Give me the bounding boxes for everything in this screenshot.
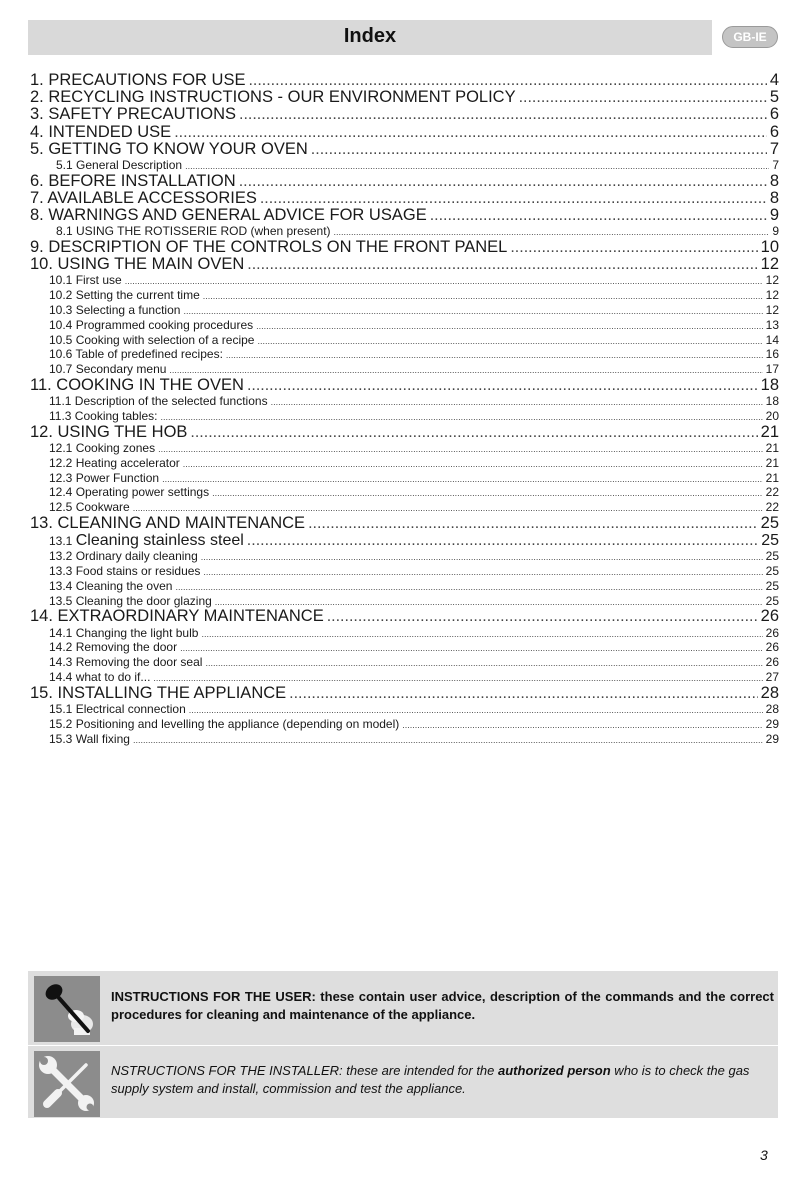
toc-subsection-entry [30, 640, 779, 655]
chef-spoon-icon [34, 976, 100, 1042]
toc-entry-title: 10.7 Secondary menu [49, 362, 167, 377]
toc-section-entry [30, 190, 779, 207]
toc-page-number: 9 [769, 207, 779, 225]
toc-subsection-entry [30, 732, 779, 747]
toc-page-number: 13 [765, 317, 779, 332]
toc-subsection-entry [30, 500, 779, 515]
toc-page-number: 26 [760, 608, 779, 626]
toc-entry-title: 12.1 Cooking zones [49, 441, 156, 456]
toc-entry-title: 15. INSTALLING THE APPLIANCE [30, 684, 287, 702]
installer-instructions-row [28, 1045, 778, 1118]
toc-entry-text: Cleaning stainless steel [75, 532, 244, 550]
toc-leader-dots [430, 207, 767, 224]
toc-section-entry [30, 685, 779, 702]
toc-entry-title: 12. USING THE HOB [30, 423, 188, 441]
toc-subsection-entry [30, 158, 779, 173]
toc-page-number: 26 [765, 625, 779, 640]
toc-leader-dots [174, 124, 767, 141]
toc-entry-title: 4. INTENDED USE [30, 123, 172, 141]
toc-page-number: 25 [760, 515, 779, 532]
toc-section-entry [30, 72, 779, 89]
toc-subsection-entry [30, 333, 779, 348]
toc-entry-title: 10.1 First use [49, 273, 122, 288]
toc-leader-dots [257, 334, 762, 348]
toc-subsection-entry [30, 303, 779, 318]
toc-page-number: 26 [765, 640, 779, 655]
toc-entry-title: 15.1 Electrical connection [49, 701, 186, 716]
toc-page-number: 25 [765, 593, 779, 608]
toc-entry-title: 14.2 Removing the door [49, 640, 178, 655]
toc-entry-title: 13.4 Cleaning the oven [49, 578, 173, 593]
toc-leader-dots [201, 627, 762, 641]
toc-page-number: 21 [765, 470, 779, 485]
toc-entry-title: 14.4 what to do if... [49, 669, 151, 684]
toc-leader-dots [205, 656, 762, 670]
wrench-screwdriver-icon [34, 1051, 100, 1117]
toc-leader-dots [247, 532, 758, 549]
toc-page-number: 25 [765, 563, 779, 578]
toc-page-number: 4 [769, 72, 779, 89]
toc-leader-dots [161, 410, 763, 424]
toc-section-entry [30, 124, 779, 141]
toc-leader-dots [248, 72, 766, 89]
page-title: Index [343, 25, 397, 47]
toc-entry-title: 10.2 Setting the current time [49, 288, 200, 303]
toc-leader-dots [133, 501, 763, 515]
toc-leader-dots [311, 141, 767, 158]
toc-entry-title: 8.1 USING THE ROTISSERIE ROD (when present) [56, 224, 331, 239]
toc-page-number: 18 [765, 394, 779, 409]
toc-leader-dots [256, 319, 763, 333]
toc-leader-dots [239, 106, 767, 123]
toc-entry-title: 12.3 Power Function [49, 470, 160, 485]
toc-subsection-entry [30, 485, 779, 500]
toc-page-number: 27 [765, 669, 779, 684]
toc-subsection-entry [30, 564, 779, 579]
toc-leader-dots [247, 256, 757, 273]
toc-page-number: 21 [760, 423, 779, 441]
toc-leader-dots [203, 289, 763, 303]
toc-subsection-entry [30, 670, 779, 685]
toc-entry-title: 5. GETTING TO KNOW YOUR OVEN [30, 140, 308, 158]
toc-leader-dots [183, 457, 763, 471]
toc-leader-dots [308, 515, 758, 532]
toc-section-entry [30, 424, 779, 441]
toc-subsection-entry [30, 318, 779, 333]
toc-entry-title: 10.6 Table of predefined recipes: [49, 347, 223, 362]
toc-leader-dots [175, 580, 762, 594]
toc-leader-dots [201, 550, 763, 564]
toc-subsection-entry [30, 594, 779, 609]
toc-page-number: 21 [765, 455, 779, 470]
toc-entry-title: 6. BEFORE INSTALLATION [30, 172, 236, 190]
toc-entry-title: 13.3 Food stains or residues [49, 563, 201, 578]
toc-page-number: 10 [760, 239, 779, 257]
toc-page-number: 6 [769, 106, 779, 124]
toc-subsection-entry [30, 532, 779, 549]
toc-entry-title: 10. USING THE MAIN OVEN [30, 256, 245, 274]
toc-leader-dots [402, 718, 762, 732]
toc-leader-dots [239, 173, 767, 190]
toc-section-entry [30, 256, 779, 273]
toc-page-number: 21 [765, 441, 779, 456]
toc-leader-dots [158, 442, 763, 456]
toc-leader-dots [153, 671, 762, 685]
toc-leader-dots [133, 733, 763, 747]
toc-subsection-entry [30, 362, 779, 377]
header-bar [28, 20, 712, 55]
toc-entry-title: 11.3 Cooking tables: [49, 409, 158, 424]
toc-page-number: 26 [765, 655, 779, 670]
toc-entry-title: 13.5 Cleaning the door glazing [49, 593, 212, 608]
toc-subsection-entry [30, 273, 779, 288]
toc-subsection-entry [30, 224, 779, 239]
toc-subsection-entry [30, 702, 779, 717]
page-number: 3 [760, 1147, 768, 1163]
toc-entry-title: 14. EXTRAORDINARY MAINTENANCE [30, 608, 324, 626]
toc-section-entry [30, 106, 779, 123]
toc-page-number: 29 [765, 716, 779, 731]
toc-page-number: 25 [761, 532, 779, 550]
toc-leader-dots [185, 159, 769, 173]
toc-subsection-entry [30, 471, 779, 486]
toc-section-entry [30, 239, 779, 256]
toc-subsection-entry [30, 394, 779, 409]
toc-leader-dots [215, 595, 763, 609]
toc-page-number: 12 [765, 288, 779, 303]
toc-page-number: 7 [769, 140, 779, 158]
toc-section-entry [30, 141, 779, 158]
toc-entry-title: 5.1 General Description [56, 157, 183, 172]
toc-leader-dots [189, 703, 763, 717]
toc-leader-dots [203, 565, 762, 579]
toc-entry-title: 13.2 Ordinary daily cleaning [49, 549, 198, 564]
toc-page-number: 6 [769, 123, 779, 141]
toc-leader-dots [190, 424, 757, 441]
toc-entry-title: 13. CLEANING AND MAINTENANCE [30, 515, 306, 532]
toc-subsection-entry [30, 549, 779, 564]
toc-entry-number: 13.1 [49, 534, 73, 549]
toc-leader-dots [289, 685, 757, 702]
toc-section-entry [30, 608, 779, 625]
toc-entry-title: 2. RECYCLING INSTRUCTIONS - OUR ENVIRONMENT POLICY [30, 89, 516, 107]
toc-entry-title: 15.2 Positioning and levelling the appliance (depending on model) [49, 716, 400, 731]
toc-subsection-entry [30, 347, 779, 362]
toc-section-entry [30, 89, 779, 106]
toc-leader-dots [510, 239, 757, 256]
toc-subsection-entry [30, 456, 779, 471]
toc-leader-dots [226, 348, 763, 362]
toc-page-number: 17 [765, 362, 779, 377]
toc-page-number: 5 [769, 89, 779, 107]
toc-subsection-entry [30, 626, 779, 641]
language-badge: GB-IE [722, 26, 778, 48]
toc-subsection-entry [30, 288, 779, 303]
toc-entry-title: 10.5 Cooking with selection of a recipe [49, 332, 255, 347]
toc-entry-title: 11.1 Description of the selected functions [49, 394, 268, 409]
toc-page-number: 16 [765, 347, 779, 362]
toc-leader-dots [162, 472, 763, 486]
toc-entry-title: 10.4 Programmed cooking procedures [49, 317, 254, 332]
toc-leader-dots [169, 363, 762, 377]
toc-page-number: 25 [765, 549, 779, 564]
toc-page-number: 22 [765, 500, 779, 515]
toc-section-entry [30, 377, 779, 394]
toc-leader-dots [260, 190, 767, 207]
toc-entry-title: 8. WARNINGS AND GENERAL ADVICE FOR USAGE [30, 207, 427, 225]
toc-entry-title: 14.1 Changing the light bulb [49, 625, 199, 640]
installer-text-part: NSTRUCTIONS FOR THE INSTALLER: these are intended for the [111, 1063, 498, 1078]
table-of-contents [30, 72, 779, 746]
installer-text-emphasis: authorized person [498, 1063, 611, 1078]
toc-page-number: 28 [760, 684, 779, 702]
toc-page-number: 12 [765, 273, 779, 288]
toc-leader-dots [327, 608, 758, 625]
toc-page-number: 9 [772, 224, 779, 239]
toc-entry-title: 12.5 Cookware [49, 500, 130, 515]
toc-leader-dots [334, 225, 770, 239]
toc-entry-title: 15.3 Wall fixing [49, 731, 130, 746]
toc-entry-title: 14.3 Removing the door seal [49, 655, 203, 670]
toc-page-number: 8 [769, 189, 779, 207]
toc-subsection-entry [30, 441, 779, 456]
toc-entry-title: 3. SAFETY PRECAUTIONS [30, 106, 236, 124]
toc-leader-dots [247, 377, 758, 394]
toc-subsection-entry [30, 655, 779, 670]
toc-entry-title: 10.3 Selecting a function [49, 303, 181, 318]
toc-leader-dots [212, 486, 763, 500]
toc-entry-title: 12.2 Heating accelerator [49, 455, 180, 470]
toc-page-number: 29 [765, 731, 779, 746]
toc-page-number: 20 [765, 409, 779, 424]
toc-entry-title: 9. DESCRIPTION OF THE CONTROLS ON THE FRONT PANEL [30, 239, 508, 257]
toc-page-number: 14 [765, 332, 779, 347]
installer-text-part: who is to check the gas supply system and install, commission and test the appliance. [111, 1063, 750, 1096]
toc-entry-title: 1. PRECAUTIONS FOR USE [30, 72, 246, 89]
toc-section-entry [30, 173, 779, 190]
toc-subsection-entry [30, 579, 779, 594]
toc-page-number: 25 [765, 578, 779, 593]
toc-page-number: 18 [760, 377, 779, 395]
toc-subsection-entry [30, 409, 779, 424]
toc-leader-dots [519, 89, 767, 106]
toc-page-number: 12 [760, 256, 779, 274]
toc-page-number: 8 [769, 172, 779, 190]
toc-entry-title: 12.4 Operating power settings [49, 485, 210, 500]
toc-page-number: 22 [765, 485, 779, 500]
installer-instructions-text [111, 1062, 774, 1098]
toc-entry-title: 7. AVAILABLE ACCESSORIES [30, 189, 257, 207]
toc-leader-dots [271, 395, 763, 409]
toc-entry-title: 11. COOKING IN THE OVEN [30, 377, 244, 395]
toc-page-number: 7 [772, 157, 779, 172]
toc-section-entry [30, 207, 779, 224]
toc-subsection-entry [30, 717, 779, 732]
user-instructions-text: INSTRUCTIONS FOR THE USER: these contain user advice, description of the commands and the correct procedures for cleaning and maintenance of the appliance. [111, 989, 774, 1022]
toc-leader-dots [125, 274, 763, 288]
toc-leader-dots [183, 304, 762, 318]
toc-section-entry [30, 515, 779, 532]
instructions-legend [28, 971, 778, 1118]
toc-page-number: 12 [765, 303, 779, 318]
toc-leader-dots [180, 641, 763, 655]
user-instructions-row [28, 971, 778, 1044]
toc-page-number: 28 [765, 701, 779, 716]
toc-entry-title [49, 532, 244, 549]
